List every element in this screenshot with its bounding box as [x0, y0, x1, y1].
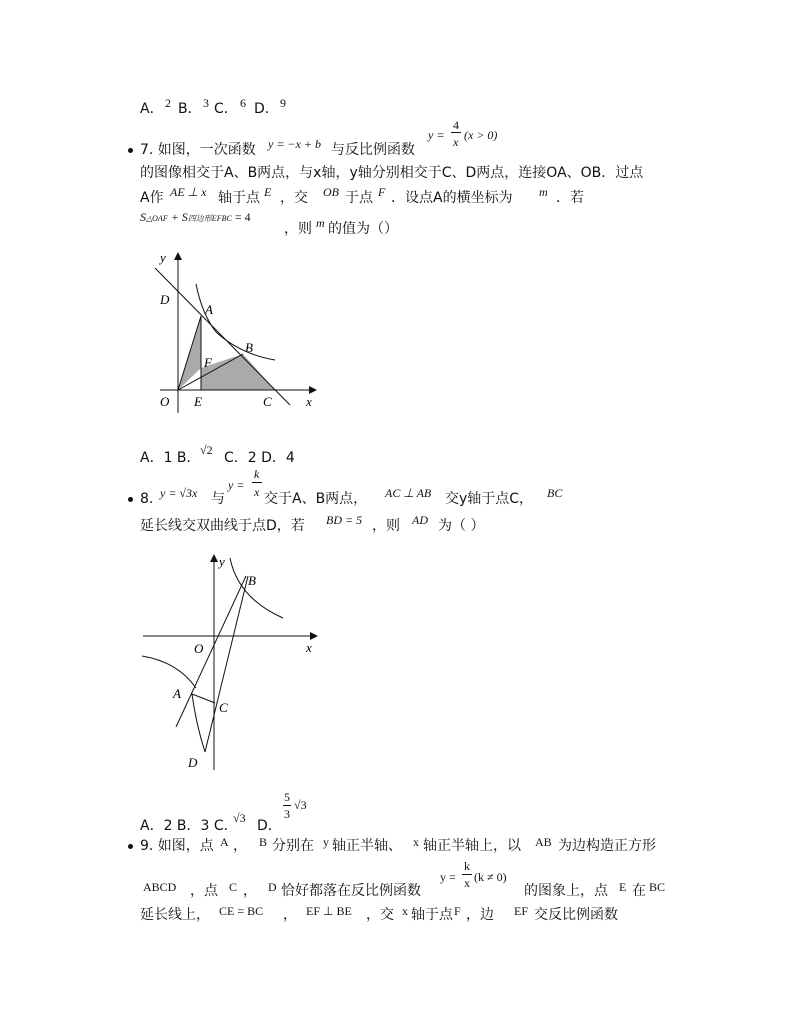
q9-text-6: ，点 — [190, 883, 218, 899]
q8-segment-ac — [192, 694, 215, 703]
q7-options-ab: A．1 B． — [140, 450, 201, 466]
q7-inverse-condition: (x > 0) — [464, 128, 498, 142]
q8-options-abc: A．2 B．3 C． — [140, 818, 238, 834]
q9-text-2: 分别在 — [272, 838, 314, 854]
q9-text-3: 轴正半轴、 — [332, 838, 402, 854]
q9-text-7: ， — [243, 883, 257, 899]
q7-figure — [150, 248, 325, 416]
q8-label-o: O — [194, 641, 204, 656]
q7-stem-line3c: ，交 — [280, 190, 308, 206]
q8-label-a: A — [173, 686, 181, 701]
q8-label-x: x — [306, 640, 312, 655]
q9-text-8: 恰好都落在反比例函数 — [281, 883, 421, 899]
q7-label-o: O — [160, 394, 170, 409]
q9-inverse-denominator: x — [464, 876, 470, 890]
q7-inverse-y: y = — [428, 128, 445, 142]
q9-text-12: ，交 — [366, 907, 394, 923]
q7-options-cd: C．2 D．4 — [224, 450, 295, 466]
q9-x-2: x — [402, 904, 408, 918]
q9-ab: AB — [535, 835, 552, 849]
q8-line2a: 延长线交双曲线于点D，若 — [140, 518, 305, 534]
q7-label-c: C — [263, 394, 272, 409]
q6-option-a-value: 2 — [165, 96, 171, 110]
q7-linear-equation: y = −x + b — [268, 137, 321, 151]
q7-label-y: y — [160, 250, 166, 265]
q9-fraction-bar — [462, 874, 472, 875]
q7-stem-line3a: A作 — [140, 190, 164, 206]
q7-fraction-bar — [451, 132, 461, 133]
q7-stem-line3d: 于点 — [345, 190, 373, 206]
q9-bc: BC — [649, 880, 666, 894]
q8-segment-ad: AD — [412, 513, 428, 527]
q9-x: x — [413, 835, 419, 849]
q6-option-c: C． — [214, 101, 238, 117]
q7-inverse-numerator: 4 — [453, 118, 459, 132]
q7-point-f: F — [378, 185, 386, 199]
q9-point-f: F — [454, 904, 461, 918]
q9-point-c: C — [229, 880, 238, 894]
q7-label-a: A — [205, 302, 213, 317]
q8-line-bd — [205, 576, 248, 752]
q9-stem-start: 9. 如图，点 — [140, 838, 214, 854]
q9-text-5: 为边构造正方形 — [558, 838, 656, 854]
q8-figure — [138, 552, 323, 774]
q8-label-y: y — [219, 554, 225, 569]
q7-stem-line4b: ，则 — [284, 221, 312, 237]
q7-stem-line3b: 轴于点 — [218, 190, 260, 206]
q8-label-c: C — [219, 700, 228, 715]
q7-segment-ob: OB — [323, 185, 339, 199]
q8-bd-expr: BD = 5 — [326, 513, 363, 527]
q8-label-d: D — [188, 755, 198, 770]
q8-option-c-sqrt: √3 — [233, 811, 246, 825]
q9-ef-perp-be: EF ⊥ BE — [306, 904, 352, 918]
q9-text-10: 在 — [632, 883, 646, 899]
q9-text-9: 的图象上，点 — [524, 883, 608, 899]
q8-option-d: D． — [257, 818, 282, 834]
q7-inverse-denominator: x — [453, 135, 459, 149]
q8-option-d-bar — [283, 805, 291, 806]
q7-label-d: D — [160, 292, 170, 307]
q8-text-y-axis: 交y轴于点C， — [445, 491, 534, 507]
q9-line3a: 延长线上， — [140, 907, 210, 923]
q6-option-c-value: 6 — [240, 96, 246, 110]
q8-inverse-denominator: x — [254, 485, 260, 499]
q7-area-condition: S△OAF + S四边形EFBC = 4 — [140, 210, 251, 224]
q9-text-15: 交反比例函数 — [534, 907, 618, 923]
q9-point-d: D — [268, 880, 277, 894]
q8-line-ab — [176, 576, 246, 727]
q8-text-with: 与 — [211, 491, 225, 507]
q8-segment-ad — [192, 694, 205, 752]
q9-point-a: A — [220, 835, 229, 849]
q6-option-d: D． — [254, 101, 279, 117]
q9-text-1: ， — [233, 838, 247, 854]
q6-option-b: B． — [178, 101, 202, 117]
q9-text-4: 轴正半轴上，以 — [423, 838, 521, 854]
q9-ef: EF — [514, 904, 529, 918]
q7-stem-line2: 的图像相交于A、B两点，与x轴，y轴分别相交于C、D两点，连接OA、OB．过点 — [140, 165, 644, 181]
q9-inverse-y: y = — [440, 870, 456, 884]
q9-y: y — [323, 835, 329, 849]
q7-label-b: B — [245, 340, 253, 355]
q7-bullet — [128, 148, 133, 153]
q8-hyperbola-upper — [230, 558, 283, 618]
q9-bullet — [128, 844, 133, 849]
q8-option-d-denominator: 3 — [284, 807, 290, 821]
q9-inverse-condition: (k ≠ 0) — [474, 870, 507, 884]
q8-inverse-y: y = — [228, 478, 245, 492]
q8-line2c: 为（ ） — [438, 518, 485, 534]
q9-ce-eq-bc: CE = BC — [219, 904, 264, 918]
q9-point-b: B — [259, 835, 268, 849]
q6-option-a: A． — [140, 101, 164, 117]
q7-label-x: x — [306, 394, 312, 409]
q7-stem-line4c: 的值为（） — [328, 221, 398, 237]
q8-line-equation: y = √3x — [160, 486, 198, 500]
q8-number: 8. — [140, 491, 154, 507]
q6-option-d-value: 9 — [280, 96, 286, 110]
q7-stem-line3f: ．若 — [556, 190, 584, 206]
q7-point-e: E — [264, 185, 272, 199]
q7-perp-expr: AE ⊥ x — [170, 185, 207, 199]
q6-option-b-value: 3 — [203, 96, 209, 110]
q7-text: 与反比例函数 — [331, 142, 415, 158]
q7-option-b-sqrt: √2 — [200, 443, 213, 457]
q8-segment-bc: BC — [547, 486, 563, 500]
q8-line2b: ，则 — [372, 518, 400, 534]
q9-text-11: ， — [283, 907, 297, 923]
q9-abcd: ABCD — [143, 880, 177, 894]
q7-label-e: E — [194, 394, 202, 409]
q8-perp-expr: AC ⊥ AB — [385, 486, 432, 500]
q9-point-e: E — [619, 880, 627, 894]
q8-label-b: B — [248, 573, 256, 588]
q7-label-f: F — [204, 355, 212, 370]
q8-text-intersect: 交于A、B两点， — [264, 491, 368, 507]
q8-option-d-sqrt: √3 — [294, 798, 307, 812]
q7-var-m-2: m — [316, 216, 325, 230]
q7-var-m: m — [539, 185, 548, 199]
q7-stem-line3e: ．设点A的横坐标为 — [391, 190, 513, 206]
q9-text-13: 轴于点 — [411, 907, 453, 923]
q8-bullet — [128, 497, 133, 502]
q9-text-14: ，边 — [466, 907, 494, 923]
q8-hyperbola-lower — [142, 656, 196, 688]
q7-stem-start: 7. 如图，一次函数 — [140, 142, 256, 158]
q8-inverse-numerator: k — [254, 467, 260, 481]
q9-inverse-numerator: k — [464, 859, 470, 873]
q8-fraction-bar — [252, 482, 262, 483]
q7-shaded-quad-efbc — [201, 354, 275, 390]
q8-option-d-numerator: 5 — [284, 790, 290, 804]
